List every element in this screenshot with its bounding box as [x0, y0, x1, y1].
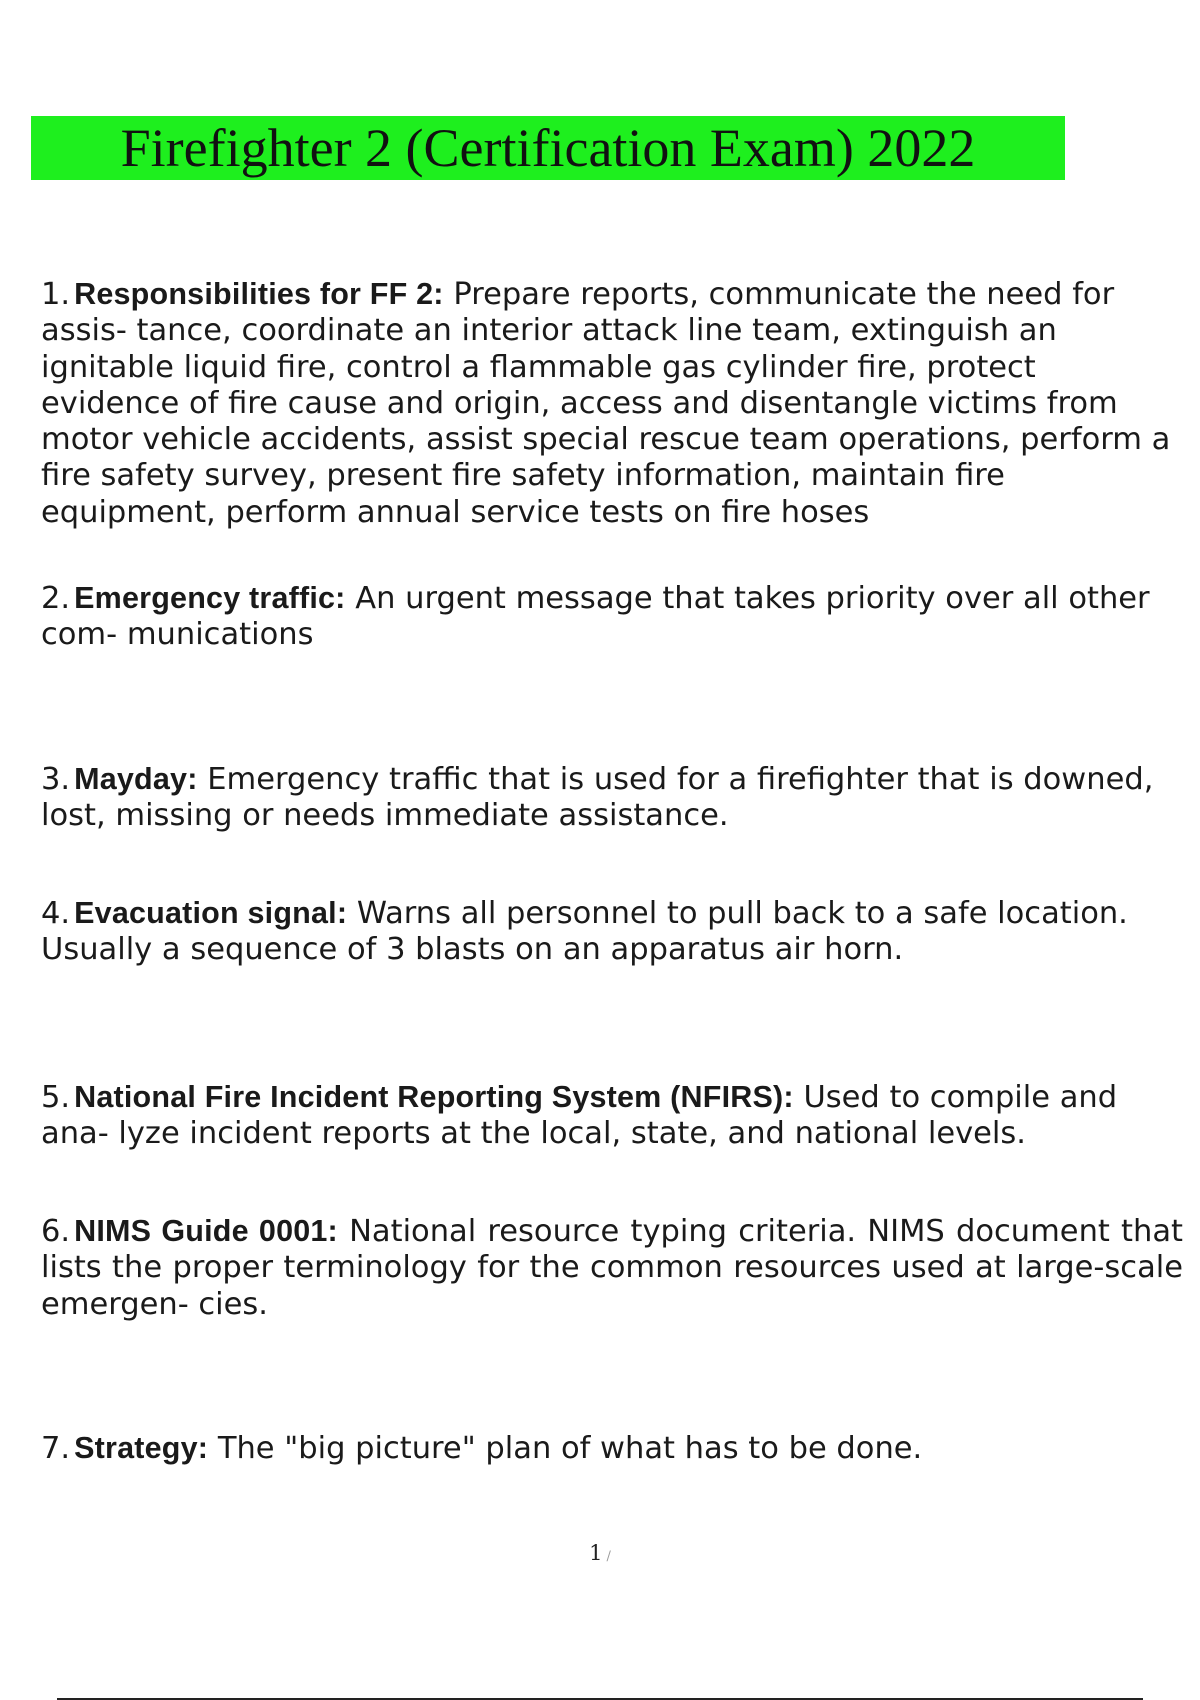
entry-term: National Fire Incident Reporting System (NFIRS):: [74, 1080, 794, 1114]
entry-definition: Prepare reports, communicate the need for assis- tance, coordinate an interior attack line team, extinguish an ignitable liquid fire, control a flammable gas cylinder fire, protect evidence of fire cause and origin, access and disentangle victims from motor vehicle accidents, assist special rescue team operations, perform a fire safety survey, present fire safety information, maintain fire equipment, perform annual service tests on fire hoses: [41, 277, 1171, 530]
entry-number: 7.: [41, 1431, 71, 1466]
entry-5: [41, 1079, 1183, 1153]
page-number: [0, 1541, 1200, 1565]
entry-definition: Emergency traffic that is used for a firefighter that is downed, lost, missing or needs immediate assistance.: [41, 762, 1154, 834]
entry-2: [41, 580, 1183, 654]
title-banner: [31, 116, 1065, 180]
entry-1: [41, 276, 1183, 531]
entry-definition: Warns all personnel to pull back to a safe location. Usually a sequence of 3 blasts on an apparatus air horn.: [41, 896, 1128, 968]
entry-6: [41, 1213, 1183, 1323]
entry-number: 5.: [41, 1080, 71, 1115]
entry-definition: National resource typing criteria. NIMS document that lists the proper terminology for the common resources used at large-scale emergen- cies.: [41, 1214, 1183, 1322]
page-number-value: 1: [589, 1541, 603, 1565]
entry-definition: The "big picture" plan of what has to be done.: [217, 1431, 923, 1466]
entry-term: Evacuation signal:: [74, 896, 348, 930]
entry-number: 6.: [41, 1214, 71, 1249]
entry-3: [41, 761, 1183, 835]
entry-number: 2.: [41, 581, 71, 616]
entry-term: Strategy:: [74, 1431, 209, 1465]
entry-definition: Used to compile and ana- lyze incident reports at the local, state, and national levels.: [41, 1080, 1118, 1152]
entry-definition: An urgent message that takes priority over all other com- munications: [41, 581, 1150, 653]
entry-7: [41, 1430, 1183, 1467]
entry-number: 3.: [41, 762, 71, 797]
entry-number: 1.: [41, 277, 71, 312]
entry-term: Emergency traffic:: [74, 581, 346, 615]
entry-4: [41, 895, 1183, 969]
document-title: Firefighter 2 (Certification Exam) 2022: [120, 118, 976, 178]
entry-number: 4.: [41, 896, 71, 931]
entry-term: Responsibilities for FF 2:: [74, 277, 444, 311]
entry-term: Mayday:: [74, 762, 198, 796]
page-separator: /: [606, 1549, 611, 1564]
entry-term: NIMS Guide 0001:: [74, 1214, 338, 1248]
